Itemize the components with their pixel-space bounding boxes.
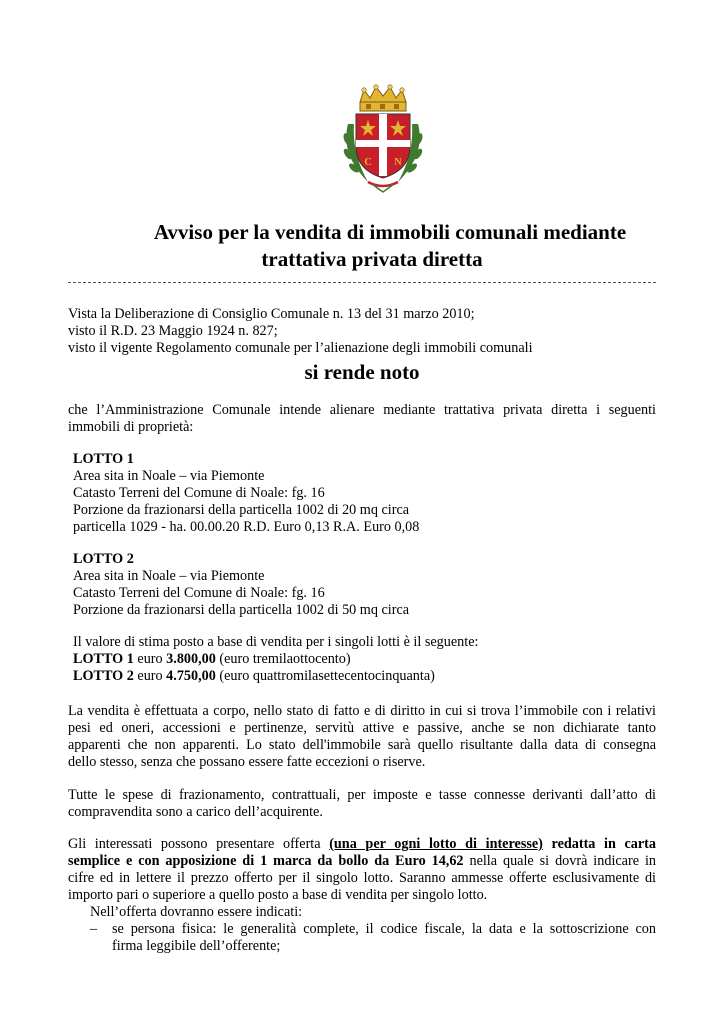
valori-row-2-lettere: (euro quattromilasettecentocinquanta) [219, 668, 435, 684]
offerta-line-4: importo pari o superiore a quello posto a base di vendita per singolo lotto. [68, 887, 488, 903]
preamble-line-3: visto il vigente Regolamento comunale per l’alienazione degli immobili comunali [68, 340, 533, 356]
bullet-line-1: se persona fisica: le generalità complete, il codice fiscale, la data e la sottoscrizione con [112, 921, 656, 937]
valori-row-2-lotto: LOTTO 2 [73, 668, 134, 684]
lotto1-line-3: Porzione da frazionarsi della particella 1002 di 20 mq circa [73, 502, 410, 518]
dash-bullet-icon: – [90, 921, 98, 937]
offerta-underlined-text: (una per ogni lotto di interesse) [329, 836, 543, 852]
valori-row-1-lettere: (euro tremilaottocento) [219, 651, 351, 667]
preamble-line-2: visto il R.D. 23 Maggio 1924 n. 827; [68, 323, 278, 339]
vendita-line-2: pesi ed oneri, accessioni e pertinenze, servitù attive e passive, anche se non dichiarate tanto [68, 720, 656, 736]
preamble-line-1: Vista la Deliberazione di Consiglio Comunale n. 13 del 31 marzo 2010; [68, 306, 475, 322]
crest-letter-n: N [394, 157, 402, 168]
intro-line-2: immobili di proprietà: [68, 419, 194, 435]
intro-line-1: che l’Amministrazione Comunale intende alienare mediante trattativa privata diretta i seguenti [68, 402, 656, 418]
valori-row-2-euro: euro [137, 668, 163, 684]
lotto1-line-4: particella 1029 - ha. 00.00.20 R.D. Euro 0,13 R.A. Euro 0,08 [73, 519, 420, 535]
lotto1-line-2: Catasto Terreni del Comune di Noale: fg. 16 [73, 485, 325, 501]
document-title-line2: trattativa privata diretta [261, 247, 483, 271]
vendita-line-1: La vendita è effettuata a corpo, nello stato di fatto e di diritto in cui si trova l’immobile con i relativi [68, 703, 656, 719]
offerta-line-2-bold: semplice e con apposizione di 1 marca da bollo da Euro 14,62 [68, 853, 464, 869]
crown-icon [360, 85, 406, 111]
lotto2-line-1: Area sita in Noale – via Piemonte [73, 568, 265, 584]
lotto1-heading: LOTTO 1 [73, 451, 134, 467]
dashed-separator [68, 282, 656, 283]
vendita-line-3: apparenti che non apparenti. Lo stato dell'immobile sarà quello risultante dalla data di consegna [68, 737, 656, 753]
valori-intro: Il valore di stima posto a base di vendita per i singoli lotti è il seguente: [73, 634, 479, 650]
bullet-persona-fisica [90, 921, 656, 955]
offerta-line-2-text: nella quale si dovrà indicare in [463, 853, 656, 869]
valori-row-1-lotto: LOTTO 1 [73, 651, 134, 667]
bullet-line-2: firma leggibile dell’offerente; [112, 938, 281, 954]
vendita-line-4: dello stesso, senza che possano essere fatte eccezioni o riserve. [68, 754, 426, 770]
offerta-line-2 [68, 853, 656, 870]
valori-row-1 [73, 651, 656, 668]
notice-heading: si rende noto [304, 360, 420, 384]
lotto1-line-1: Area sita in Noale – via Piemonte [73, 468, 265, 484]
crest-letter-c: C [364, 157, 372, 168]
offerta-line-1 [68, 836, 656, 853]
lotto2-line-2: Catasto Terreni del Comune di Noale: fg. 16 [73, 585, 325, 601]
offerta-line-1-bold: redatta in carta [542, 836, 657, 852]
coat-of-arms-logo [338, 84, 428, 196]
shield-icon [356, 114, 410, 178]
spese-line-2: compravendita sono a carico dell’acquirente. [68, 804, 323, 820]
offerta-line-5: Nell’offerta dovranno essere indicati: [90, 904, 303, 920]
offerta-line-1-text: Gli interessati possono presentare offerta [68, 836, 330, 852]
lotto2-line-3: Porzione da frazionarsi della particella 1002 di 50 mq circa [73, 602, 410, 618]
valori-row-2 [73, 668, 656, 685]
valori-row-1-importo: 3.800,00 [166, 651, 216, 667]
offerta-line-3: cifre ed in lettere il prezzo offerto per il singolo lotto. Saranno ammesse offerte esclusivamente di [68, 870, 656, 886]
document-title-line1: Avviso per la vendita di immobili comunali mediante [153, 220, 627, 244]
spese-line-1: Tutte le spese di frazionamento, contrattuali, per imposte e tasse connesse derivanti dall’atto di [68, 787, 656, 803]
lotto2-heading: LOTTO 2 [73, 551, 134, 567]
valori-row-1-euro: euro [137, 651, 163, 667]
valori-row-2-importo: 4.750,00 [166, 668, 216, 684]
